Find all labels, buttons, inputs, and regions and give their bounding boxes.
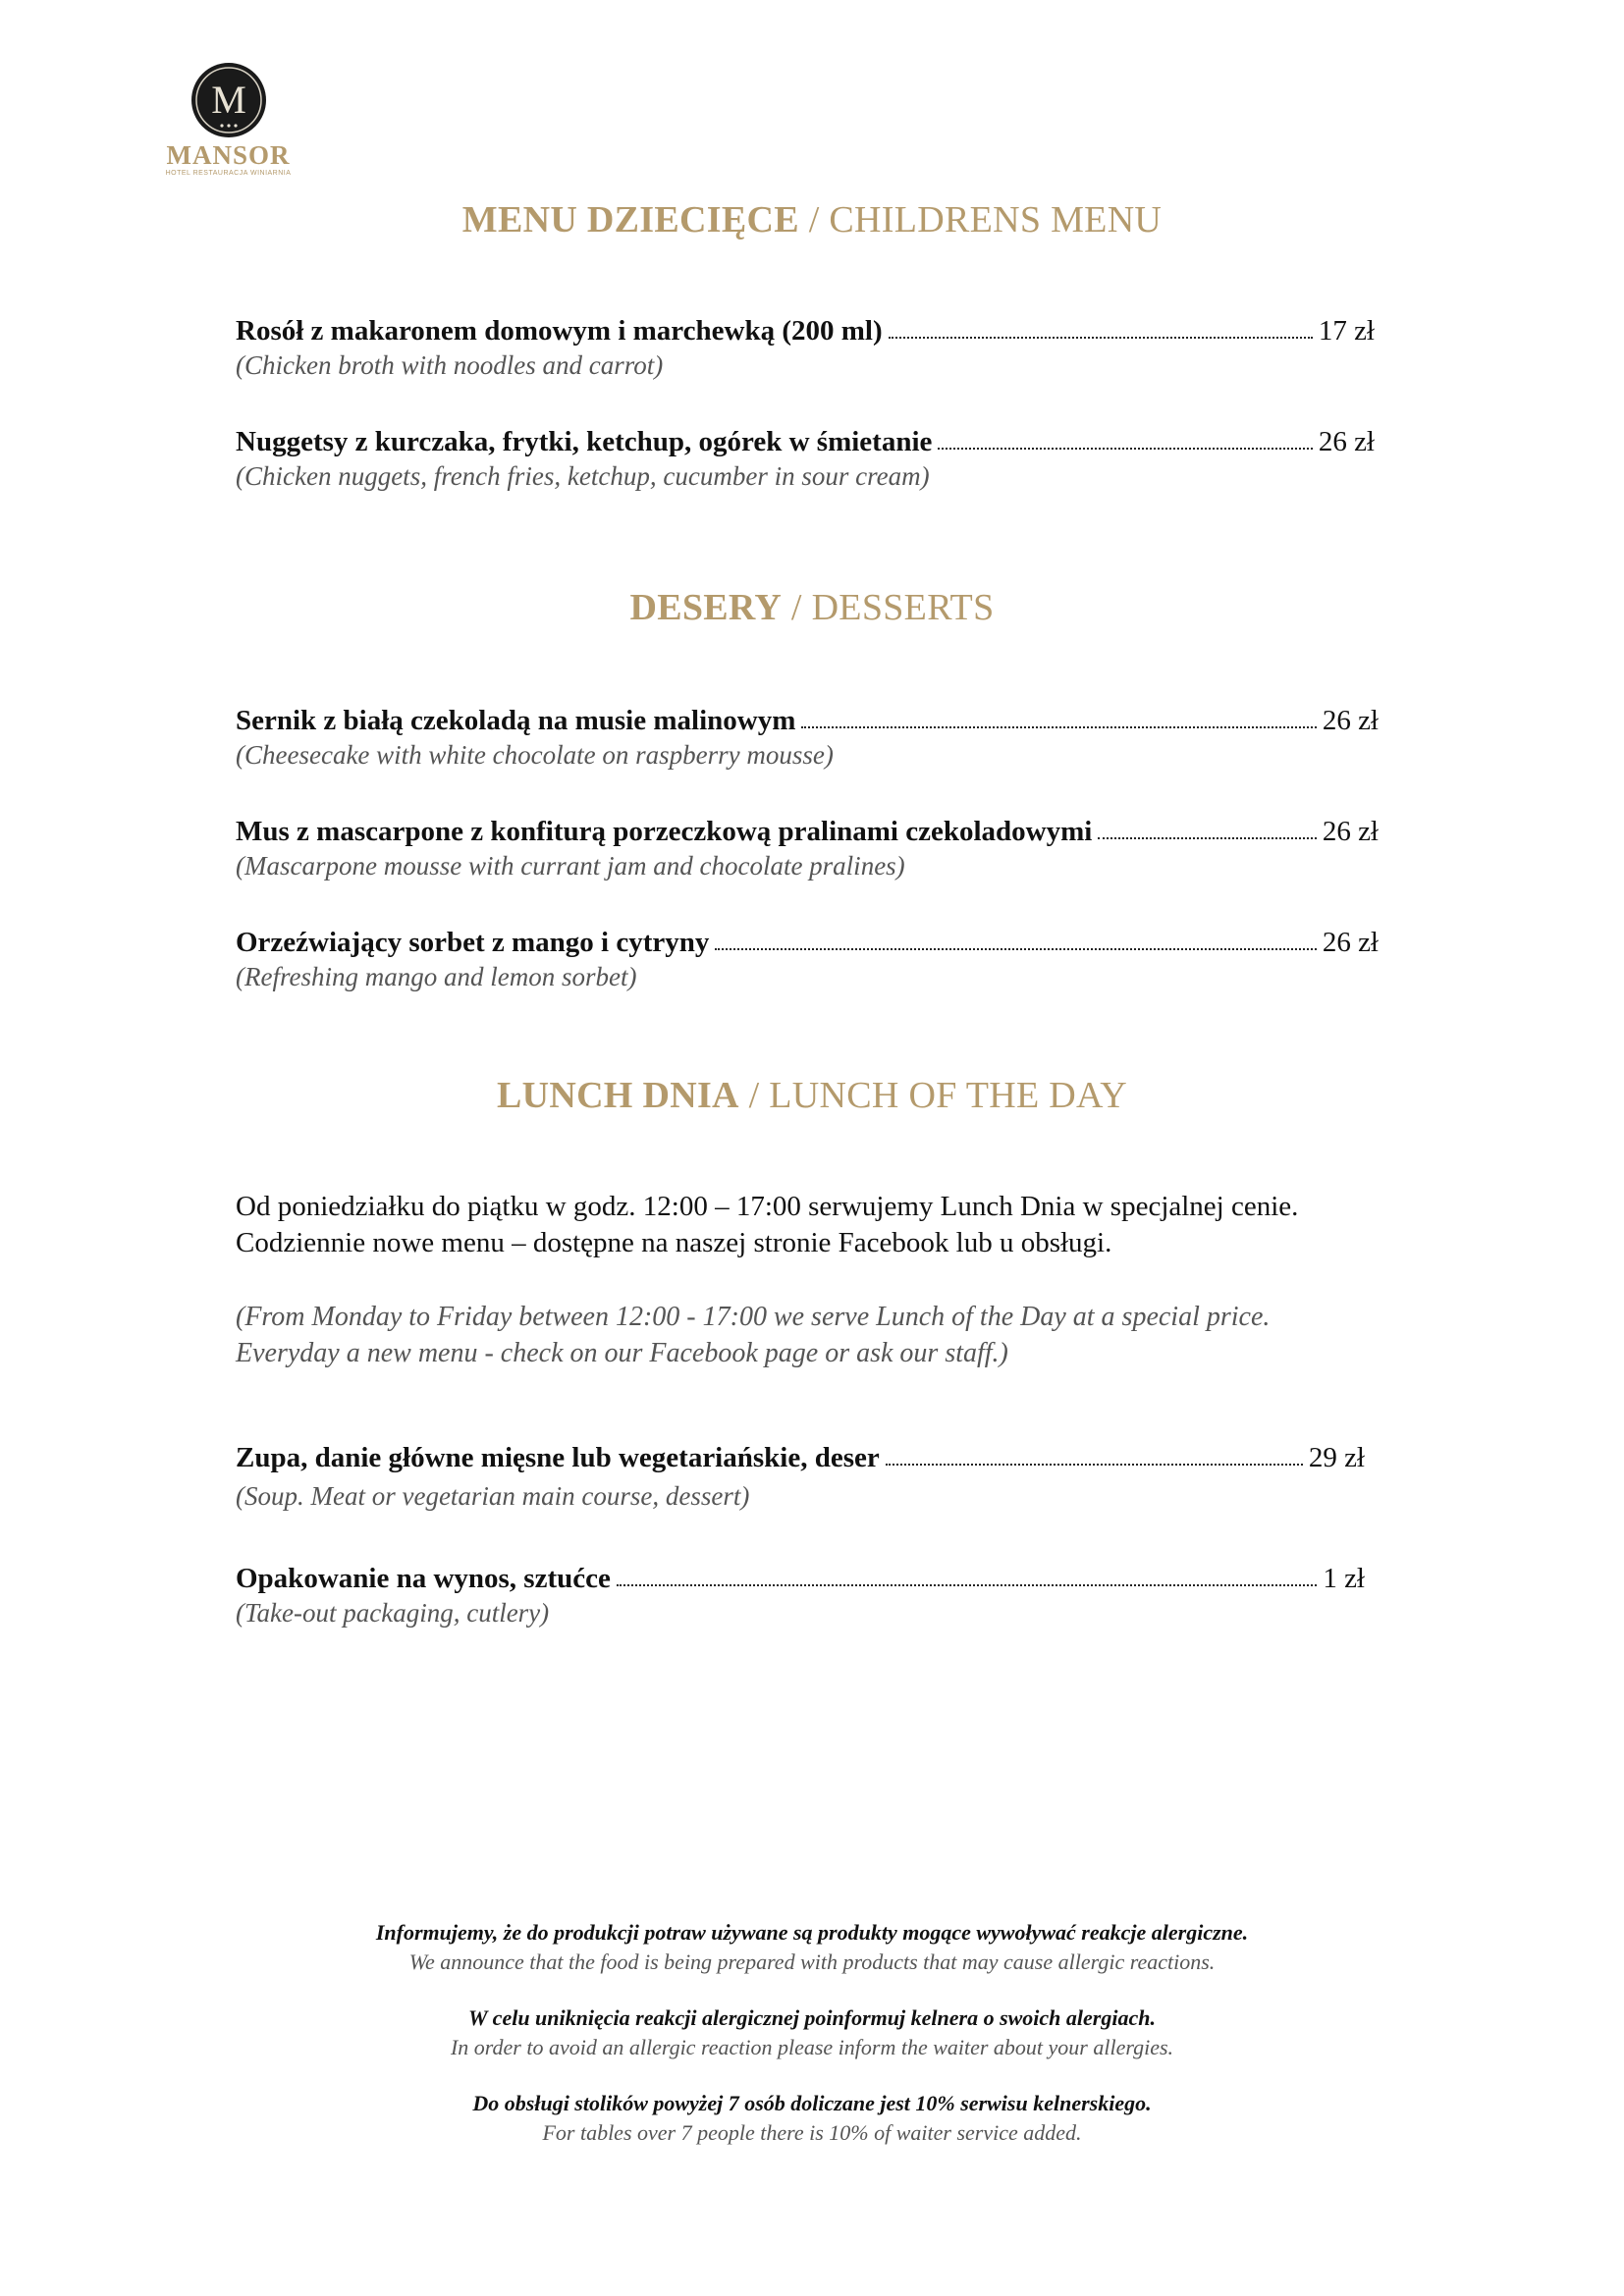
item-price: 26 zł — [1322, 705, 1379, 736]
leader-dots — [617, 1584, 1317, 1586]
section-title-en: LUNCH OF THE DAY — [769, 1075, 1128, 1116]
leader-dots — [938, 448, 1312, 450]
section-title-separator: / — [798, 199, 830, 240]
section-title-en: CHILDRENS MENU — [829, 199, 1163, 240]
allergen-notice — [0, 1918, 1624, 1977]
item-name: Zupa, danie główne mięsne lub wegetariańskie, deser — [236, 1442, 880, 1473]
section-title-children — [0, 198, 1624, 241]
menu-item — [236, 1440, 1365, 1513]
logo-name: MANSOR — [166, 140, 291, 170]
leader-dots — [1098, 837, 1316, 839]
menu-item — [236, 814, 1379, 882]
item-name: Orzeźwiający sorbet z mango i cytryny — [236, 927, 710, 958]
service-charge-notice — [0, 2089, 1624, 2148]
item-price: 1 zł — [1323, 1563, 1365, 1594]
mansor-logo — [157, 61, 299, 193]
item-price: 29 zł — [1308, 1442, 1365, 1473]
notice-pl: Do obsługi stolików powyżej 7 osób doliczane jest 10% serwisu kelnerskiego. — [472, 2091, 1152, 2115]
item-name: Rosół z makaronem domowym i marchewką (200 ml) — [236, 315, 883, 347]
leader-dots — [715, 948, 1316, 950]
notice-en: In order to avoid an allergic reaction please inform the waiter about your allergies. — [450, 2035, 1174, 2059]
item-name: Nuggetsy z kurczaka, frytki, ketchup, ogórek w śmietanie — [236, 426, 933, 457]
menu-item — [236, 424, 1375, 493]
lunch-intro-en: (From Monday to Friday between 12:00 - 17:00 we serve Lunch of the Day at a special price. Everyday a new menu - check on our Facebook page or ask our staff.) — [236, 1302, 1271, 1368]
item-description: (Refreshing mango and lemon sorbet) — [236, 962, 637, 991]
section-title-desserts — [0, 586, 1624, 629]
allergy-inform-notice — [0, 2003, 1624, 2062]
item-description: (Chicken broth with noodles and carrot) — [236, 350, 664, 380]
section-title-pl: MENU DZIECIĘCE — [461, 199, 799, 240]
item-price: 26 zł — [1318, 426, 1375, 457]
notice-pl: Informujemy, że do produkcji potraw używane są produkty mogące wywoływać reakcje alergiczne. — [375, 1920, 1249, 1945]
item-description: (Soup. Meat or vegetarian main course, dessert) — [236, 1481, 750, 1511]
logo-tagline: HOTEL RESTAURACJA WINIARNIA — [165, 170, 292, 177]
item-price: 26 zł — [1322, 927, 1379, 958]
item-price: 26 zł — [1322, 816, 1379, 847]
item-price: 17 zł — [1318, 315, 1375, 347]
leader-dots — [889, 337, 1313, 339]
notice-pl: W celu uniknięcia reakcji alergicznej poinformuj kelnera o swoich alergiach. — [468, 2005, 1156, 2030]
item-name: Mus z mascarpone z konfiturą porzeczkową pralinami czekoladowymi — [236, 816, 1093, 847]
notice-en: We announce that the food is being prepared with products that may cause allergic reactions. — [408, 1949, 1216, 1974]
item-name: Sernik z białą czekoladą na musie malinowym — [236, 705, 796, 736]
section-title-lunch — [0, 1074, 1624, 1117]
notice-en: For tables over 7 people there is 10% of waiter service added. — [542, 2120, 1082, 2145]
menu-item — [236, 313, 1375, 382]
item-description: (Take-out packaging, cutlery) — [236, 1598, 550, 1628]
menu-item — [236, 703, 1379, 772]
item-description: (Chicken nuggets, french fries, ketchup, cucumber in sour cream) — [236, 461, 930, 491]
leader-dots — [801, 726, 1316, 728]
menu-item — [236, 1561, 1365, 1629]
section-title-pl: LUNCH DNIA — [496, 1075, 739, 1116]
logo-monogram: M — [210, 78, 246, 122]
logo-emblem — [189, 61, 268, 139]
section-title-pl: DESERY — [629, 587, 783, 628]
leader-dots — [886, 1464, 1303, 1466]
item-description: (Cheesecake with white chocolate on raspberry mousse) — [236, 740, 834, 770]
item-description: (Mascarpone mousse with currant jam and chocolate pralines) — [236, 851, 905, 881]
lunch-intro-pl: Od poniedziałku do piątku w godz. 12:00 – 17:00 serwujemy Lunch Dnia w specjalnej cenie. Codziennie nowe menu – dostępne na naszej stronie Facebook lub u obsługi. — [236, 1191, 1299, 1258]
item-name: Opakowanie na wynos, sztućce — [236, 1563, 611, 1594]
section-title-separator: / — [738, 1075, 770, 1116]
section-title-separator: / — [782, 587, 812, 628]
section-title-en: DESSERTS — [811, 587, 995, 628]
menu-item — [236, 925, 1379, 993]
